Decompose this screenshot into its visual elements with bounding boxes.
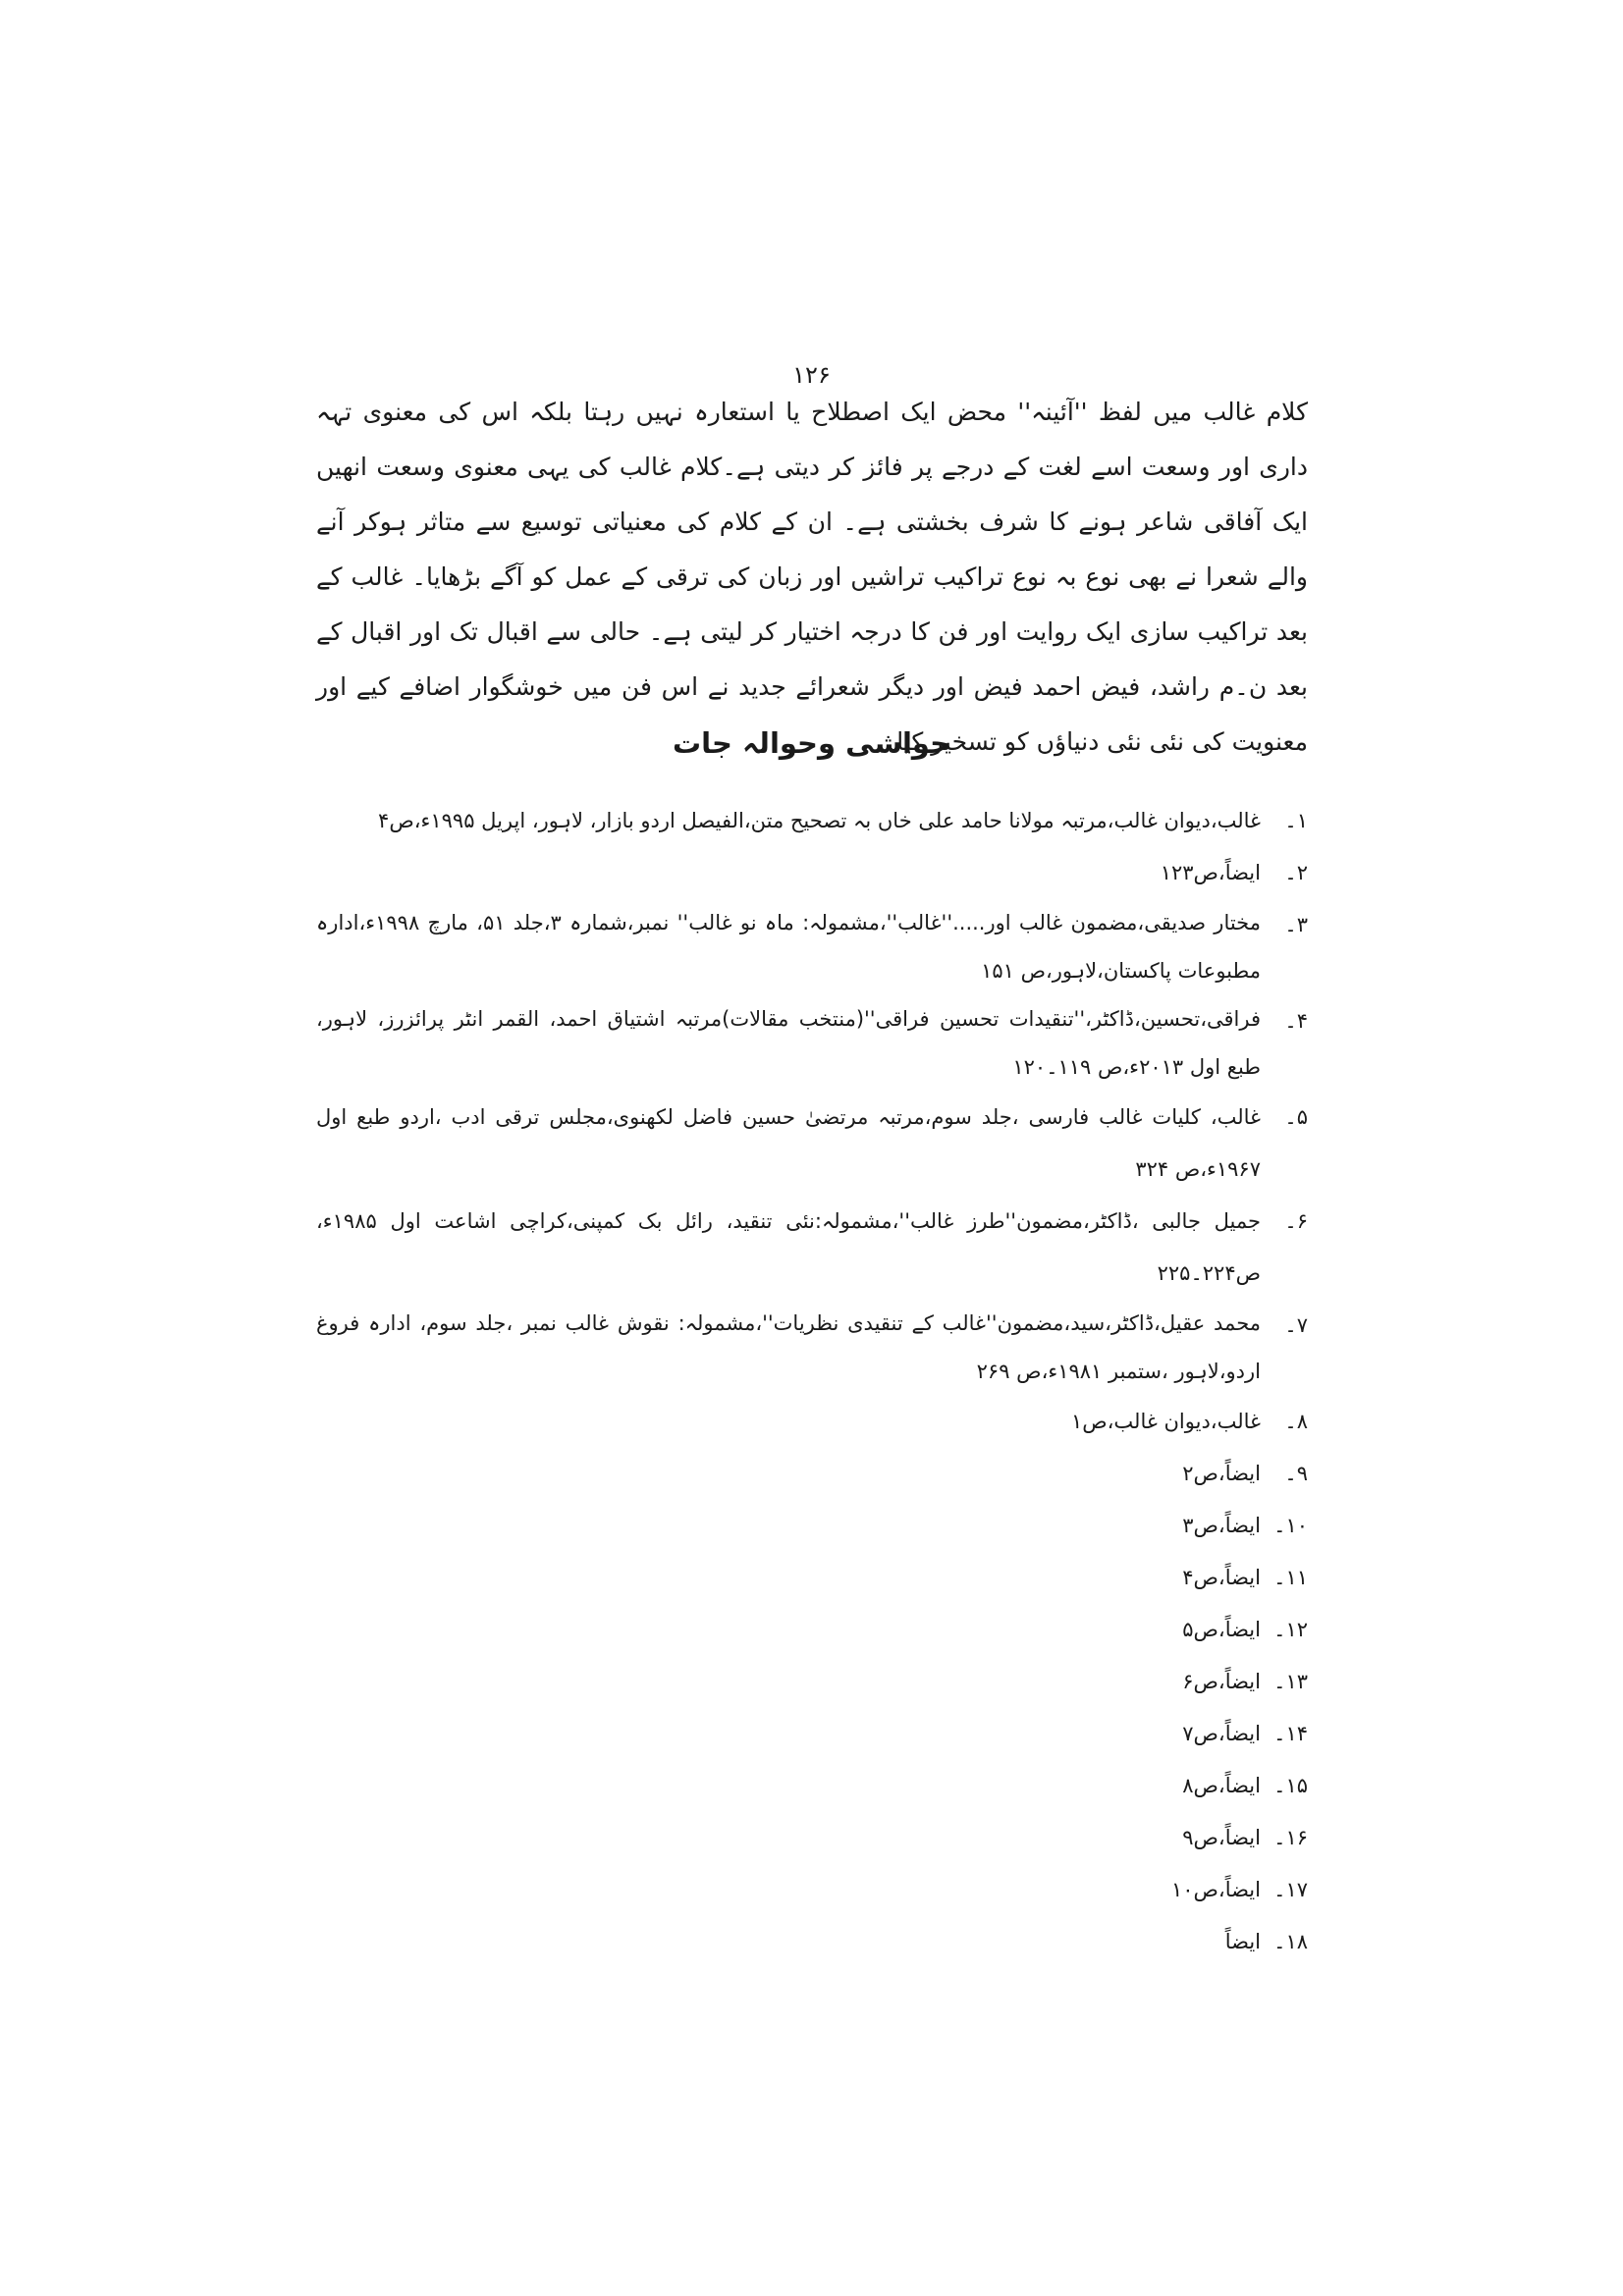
note-item <box>316 847 1308 899</box>
note-text: ایضاً،ص۴ <box>1182 1566 1261 1589</box>
note-text: ایضاً،ص۲ <box>1182 1462 1261 1485</box>
notes-heading: حواشی وحوالہ جات <box>673 726 950 760</box>
note-item <box>316 1396 1308 1448</box>
note-text: ایضاً،ص۱۲۳ <box>1160 861 1261 884</box>
note-item <box>316 1552 1308 1604</box>
note-item <box>316 1812 1308 1864</box>
note-number: ۱۶۔ <box>1273 1826 1308 1849</box>
note-item <box>316 899 1308 995</box>
note-number: ۵۔ <box>1284 1105 1308 1129</box>
note-text: ایضاً،ص۷ <box>1182 1722 1261 1745</box>
note-text: مختار صدیقی،مضمون غالب اور.....''غالب''،مشمولہ: ماہ نو غالب'' نمبر،شمارہ ۳،جلد ۵۱، مارچ ۱۹۹۸ء،ادارہ مطبوعات پاکستان،لاہور،ص ۱۵۱ <box>316 911 1261 983</box>
note-number: ۲۔ <box>1284 861 1308 884</box>
note-number: ۱۴۔ <box>1273 1722 1308 1745</box>
note-number: ۱۰۔ <box>1273 1514 1308 1537</box>
note-text: محمد عقیل،ڈاکٹر،سید،مضمون''غالب کے تنقیدی نظریات''،مشمولہ: نقوش غالب نمبر ،جلد سوم، ادارہ فروغ اردو،لاہور ،ستمبر ۱۹۸۱ء،ص ۲۶۹ <box>316 1311 1261 1383</box>
note-number: ۹۔ <box>1284 1462 1308 1485</box>
note-number: ۱۱۔ <box>1273 1566 1308 1589</box>
note-number: ۳۔ <box>1284 913 1308 936</box>
body-paragraph <box>316 385 1308 770</box>
note-item <box>316 1916 1308 1968</box>
note-text: غالب، کلیات غالب فارسی ،جلد سوم،مرتبہ مرتضیٰ حسین فاضل لکھنوی،مجلس ترقی ادب ،اردو طبع اول ۱۹۶۷ء،ص ۳۲۴ <box>316 1105 1261 1181</box>
note-text: ایضاً،ص۸ <box>1182 1774 1261 1797</box>
notes-list <box>316 795 1308 1968</box>
body-paragraph-text: کلام غالب میں لفظ ''آئینہ'' محض ایک اصطلاح یا استعارہ نہیں رہتا بلکہ اس کی معنوی تہہ داری اور وسعت اسے لغت کے درجے پر فائز کر دیتی ہے۔کلام غالب کی یہی معنوی وسعت انھیں ایک آفاقی شاعر ہونے کا شرف بخشتی ہے۔ ان کے کلام کی معنیاتی توسیع سے متاثر ہوکر آنے والے شعرا نے بھی نوع بہ نوع تراکیب تراشیں اور زبان کی ترقی کے عمل کو آگے بڑھایا۔ غالب کے بعد تراکیب سازی ایک روایت اور فن کا درجہ اختیار کر لیتی ہے۔ حالی سے اقبال تک اور اقبال کے بعد ن۔م راشد، فیض احمد فیض اور دیگر شعرائے جدید نے اس فن میں خوشگوار اضافے کیے اور معنویت کی نئی نئی دنیاؤں کو تسخیر کیا۔ <box>316 398 1308 756</box>
note-number: ۱۷۔ <box>1273 1878 1308 1901</box>
note-number: ۱۳۔ <box>1273 1670 1308 1693</box>
note-item <box>316 995 1308 1092</box>
note-item <box>316 1604 1308 1656</box>
note-text: جمیل جالبی ،ڈاکٹر،مضمون''طرز غالب''،مشمولہ:نئی تنقید، رائل بک کمپنی،کراچی اشاعت اول ۱۹۸۵ء، ص۲۲۴۔۲۲۵ <box>316 1209 1261 1285</box>
note-item <box>316 1500 1308 1552</box>
note-number: ۴۔ <box>1284 1009 1308 1033</box>
note-item <box>316 1196 1308 1300</box>
note-item <box>316 1092 1308 1196</box>
note-item <box>316 795 1308 847</box>
note-item <box>316 1760 1308 1812</box>
note-text: ایضاً <box>1224 1930 1261 1953</box>
note-text: ایضاً،ص۵ <box>1182 1618 1261 1641</box>
note-text: ایضاً،ص۱۰ <box>1170 1878 1261 1901</box>
note-text: غالب،دیوان غالب،مرتبہ مولانا حامد علی خاں بہ تصحیح متن،الفیصل اردو بازار، لاہور، اپریل ۱۹۹۵ء،ص۴ <box>378 809 1261 832</box>
note-number: ۶۔ <box>1284 1209 1308 1233</box>
note-number: ۱۵۔ <box>1273 1774 1308 1797</box>
note-text: غالب،دیوان غالب،ص۱ <box>1070 1410 1261 1433</box>
note-item <box>316 1708 1308 1760</box>
note-number: ۸۔ <box>1284 1410 1308 1433</box>
note-number: ۱۲۔ <box>1273 1618 1308 1641</box>
note-text: ایضاً،ص۹ <box>1182 1826 1261 1849</box>
note-text: ایضاً،ص۳ <box>1182 1514 1261 1537</box>
note-text: ایضاً،ص۶ <box>1182 1670 1261 1693</box>
note-number: ۱۸۔ <box>1273 1930 1308 1953</box>
note-number: ۱۔ <box>1284 809 1308 832</box>
note-number: ۷۔ <box>1284 1313 1308 1337</box>
note-item <box>316 1864 1308 1916</box>
note-item <box>316 1448 1308 1500</box>
note-item <box>316 1656 1308 1708</box>
page-number: ۱۲۶ <box>792 361 831 389</box>
note-text: فراقی،تحسین،ڈاکٹر،''تنقیدات تحسین فراقی''(منتخب مقالات)مرتبہ اشتیاق احمد، القمر انٹر پرائزرز، لاہور، طبع اول ۲۰۱۳ء،ص ۱۱۹۔۱۲۰ <box>316 1007 1261 1079</box>
note-item <box>316 1300 1308 1396</box>
